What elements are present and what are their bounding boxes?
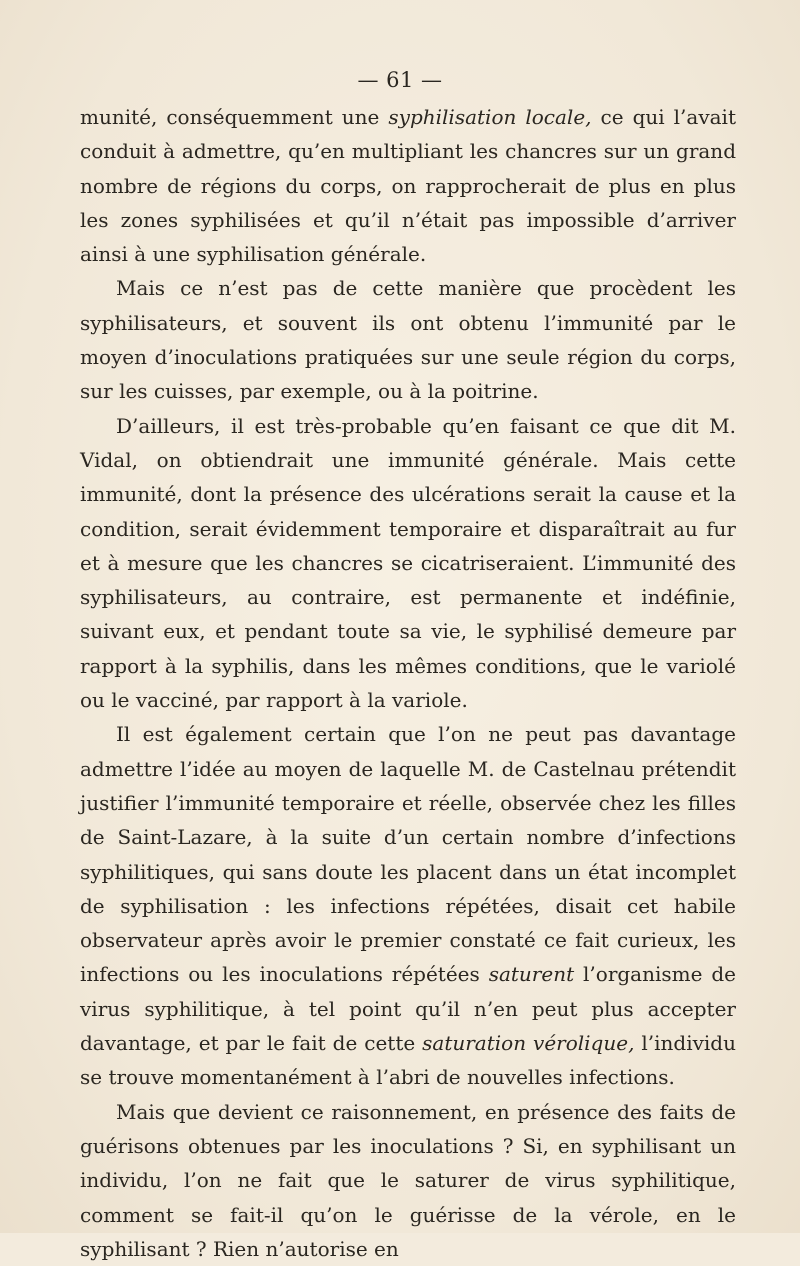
italic-text: syphilisation locale, [388, 105, 592, 129]
text-segment: munité, conséquemment une [80, 105, 389, 129]
paragraph [80, 409, 736, 718]
page-number: — 61 — [357, 68, 443, 92]
paragraph [80, 100, 736, 271]
italic-text: saturation vérolique, [422, 1031, 635, 1056]
text-segment: Mais ce n’est pas de cette manière que procèdent les syphilisateurs, et souvent ils ont obtenu l’immunité par le moyen d’inoculations pratiquées sur une seule région du corps, sur les cuisses, par exemple, ou à la poitrine. [80, 276, 736, 404]
paragraph [80, 271, 736, 408]
text-segment: Mais que devient ce raisonnement, en présence des faits de guérisons obtenues par les inoculations ? Si, en syphilisant un individu, l’on ne fait que le saturer de virus syphilitique, comment se fait-il qu’on le guérisse de la vérole, en le syphilisant ? Rien n’autorise en [80, 1099, 736, 1261]
italic-text: saturent [488, 962, 575, 987]
text-segment: l’individu se trouve momentanément à l’abri de nouvelles infections. [80, 1031, 736, 1090]
paragraph [80, 1095, 736, 1266]
paragraph [80, 717, 736, 1094]
text-segment: ce qui l’avait conduit à admettre, qu’en multipliant les chancres sur un grand nombre de régions du corps, on rapprocherait de plus en plus les zones syphilisées et qu’il n’était pas impossible d’arriver ainsi à une syphilisation générale. [80, 105, 736, 267]
body-text [80, 100, 736, 1266]
text-segment: Il est également certain que l’on ne peut pas davantage admettre l’idée au moyen de laquelle M. de Castelnau prétendit justifier l’immunité temporaire et réelle, observée chez les filles de Saint-Lazare, à la suite d’un certain nombre d’infections syphilitiques, qui sans doute les placent dans un état incomplet de syphilisation : les infections répétées, disait cet habile observateur après avoir le premier constaté ce fait curieux, les infections ou les inoculations répétées [80, 722, 736, 987]
text-segment: l’organisme de virus syphilitique, à tel point qu’il n’en peut plus accepter davantage, et par le fait de cette [80, 962, 737, 1056]
text-segment: D’ailleurs, il est très-probable qu’en faisant ce que dit M. Vidal, on obtiendrait une immunité générale. Mais cette immunité, dont la présence des ulcérations serait la cause et la condition, serait évidemment temporaire et disparaîtrait au fur et à mesure que les chancres se cicatriseraient. L’immunité des syphilisateurs, au contraire, est permanente et indéfinie, suivant eux, et pendant toute sa vie, le syphilisé demeure par rapport à la syphilis, dans les mêmes conditions, que le variolé ou le vacciné, par rapport à la variole. [80, 413, 736, 713]
